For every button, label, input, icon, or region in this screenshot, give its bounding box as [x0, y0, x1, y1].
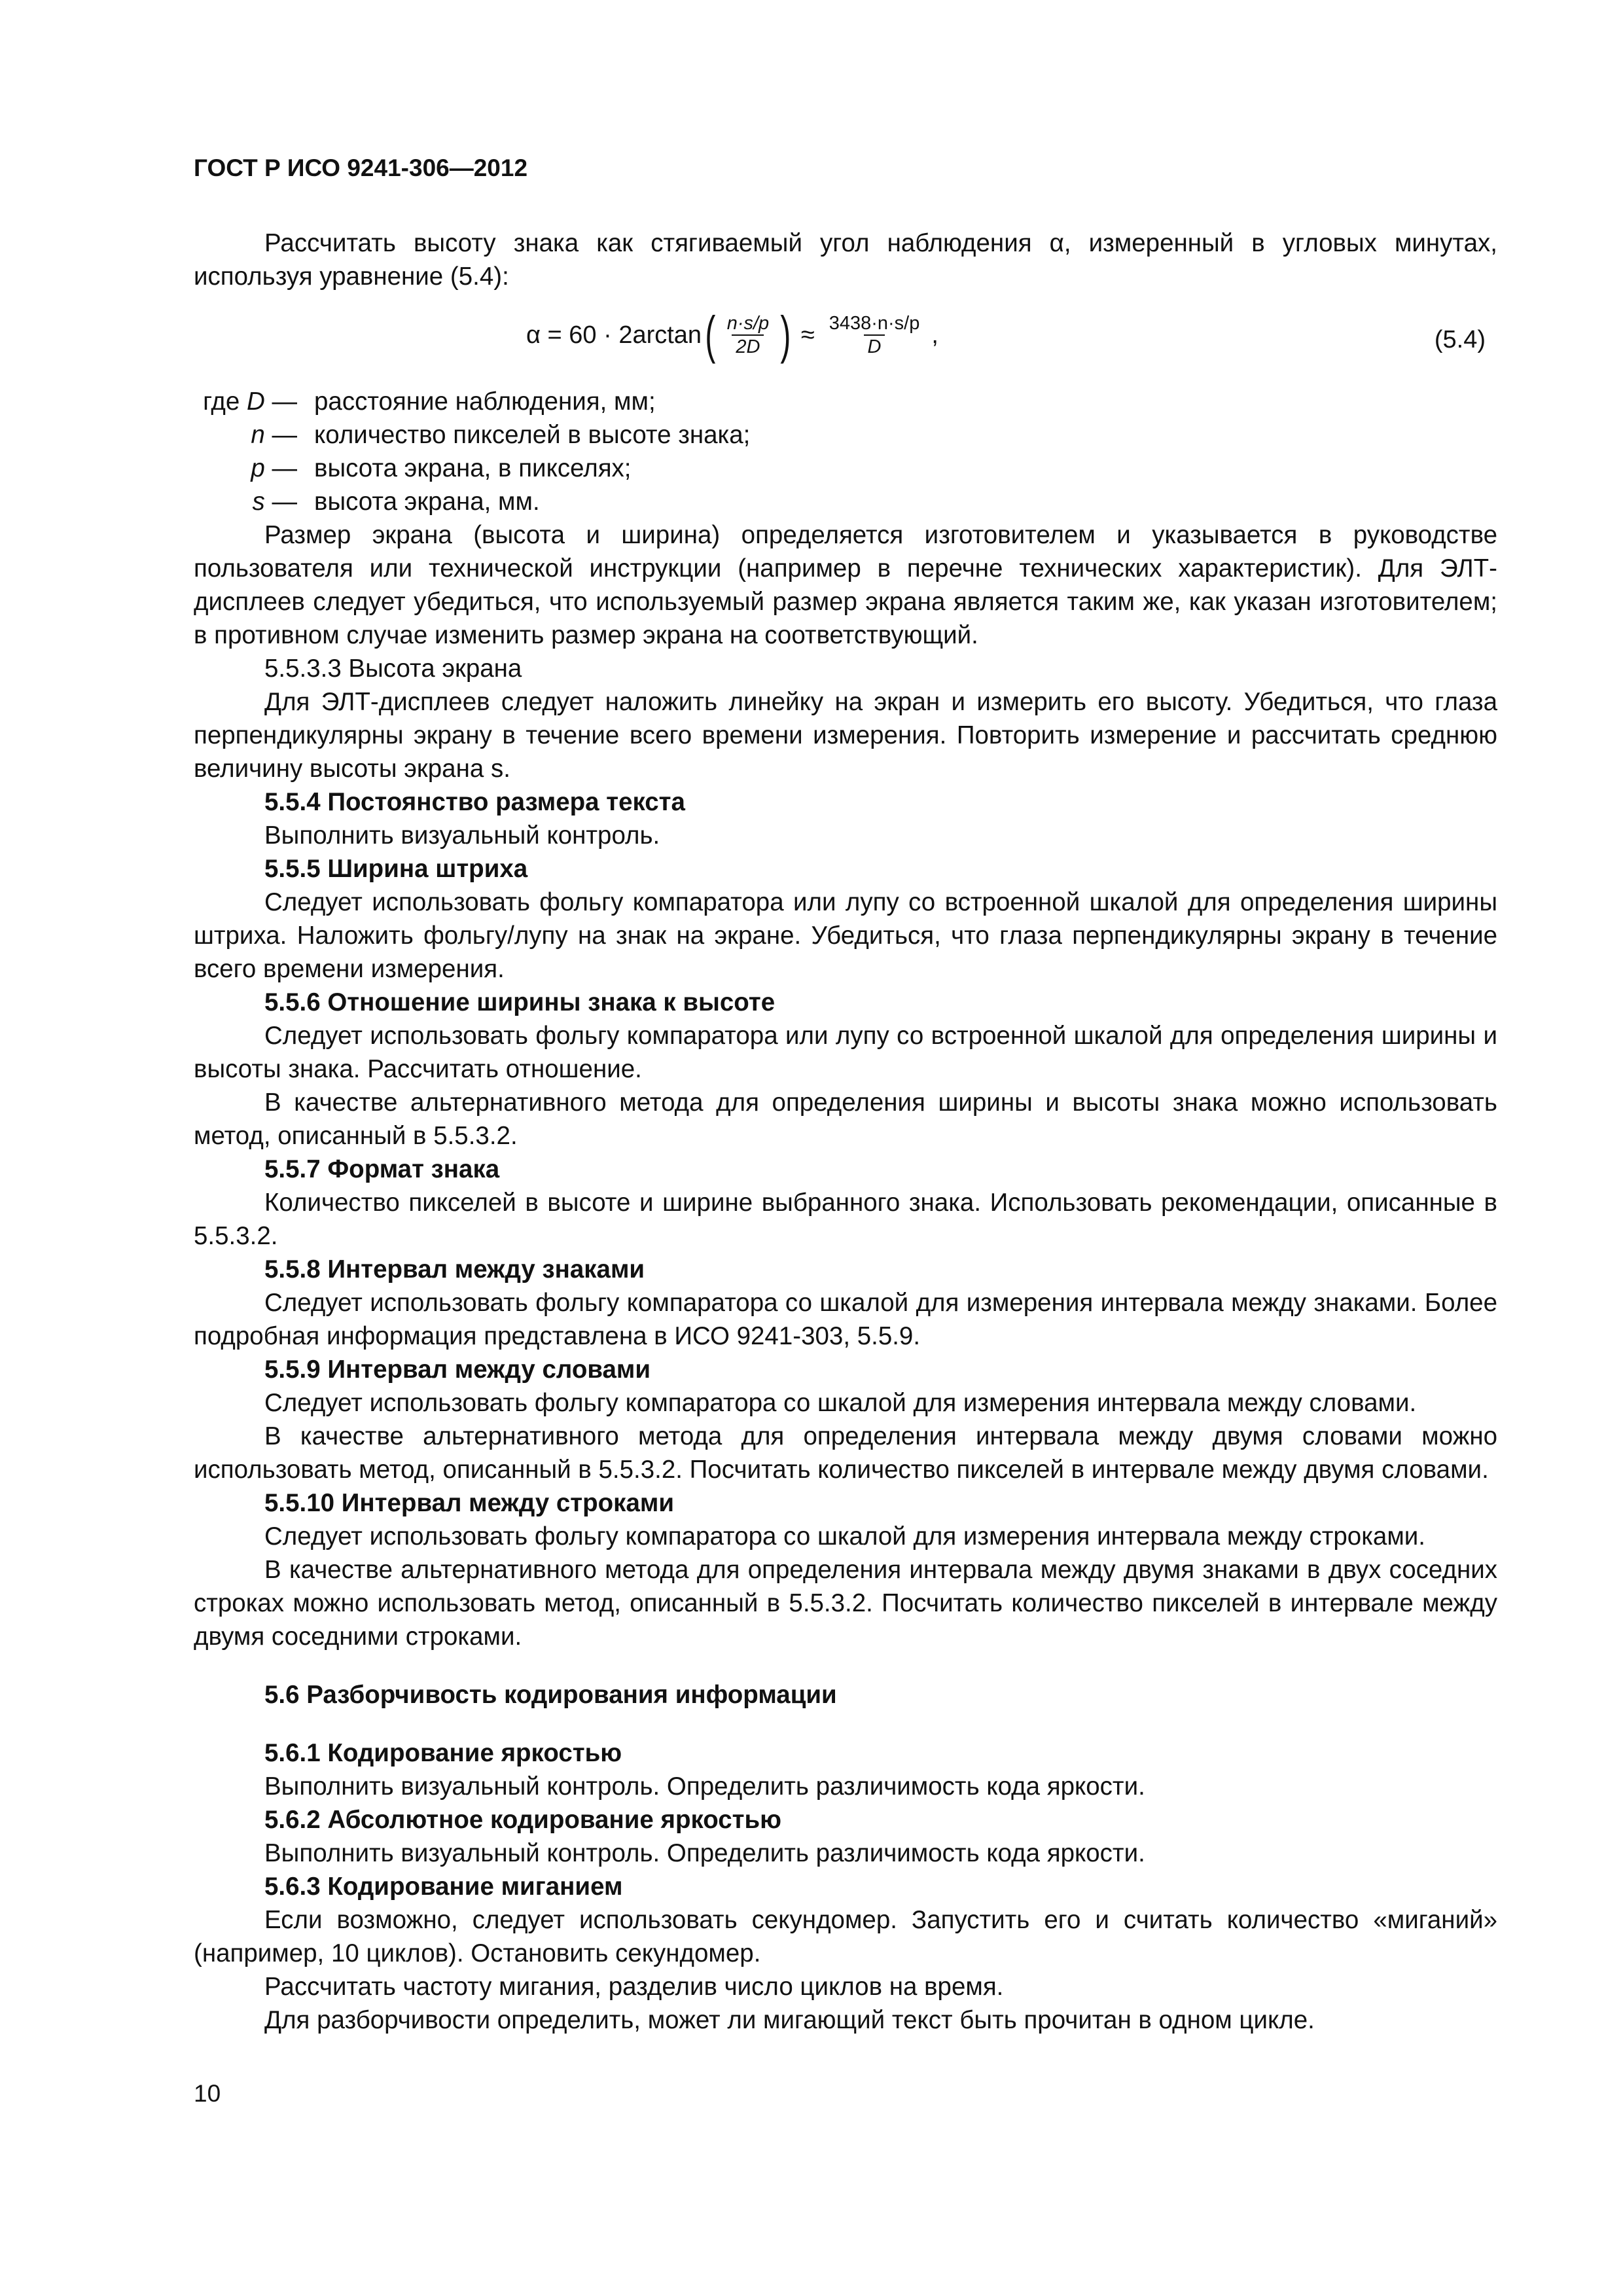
where-description: расстояние наблюдения, мм; [314, 387, 656, 416]
paragraph-5-5-6b: В качестве альтернативного метода для определения ширины и высоты знака можно использовать метод, описанный в 5.5.3.2. [194, 1088, 1497, 1150]
heading-5-5-6: 5.5.6 Отношение ширины знака к высоте [264, 988, 776, 1016]
fraction-1-denominator: 2D [732, 334, 764, 358]
paragraph-5-6-3b: Рассчитать частоту мигания, разделив число циклов на время. [264, 1973, 1004, 2001]
paragraph-5-5-10a: Следует использовать фольгу компаратора со шкалой для измерения интервала между строками. [264, 1522, 1425, 1551]
where-description: количество пикселей в высоте знака; [314, 421, 751, 449]
where-description: высота экрана, в пикселях; [314, 454, 632, 482]
formula-lhs: α = 60 · 2arctan [526, 321, 702, 349]
where-symbol: n — [251, 421, 297, 449]
fraction-1 [723, 312, 773, 358]
heading-5-6: 5.6 Разборчивость кодирования информации [264, 1681, 837, 1709]
symbol-p: p [251, 454, 265, 482]
paragraph-5-5-6a: Следует использовать фольгу компаратора или лупу со встроенной шкалой для определения ширины и высоты знака. Рассчитать отношение. [194, 1022, 1497, 1083]
approx-sign: ≈ [800, 321, 815, 349]
where-description: высота экрана, мм. [314, 488, 540, 516]
where-prefix: где [203, 387, 240, 416]
left-paren: ( [705, 306, 716, 364]
formula-trailing-comma: , [931, 321, 938, 349]
where-symbol: где D — [203, 387, 297, 416]
page-header: ГОСТ Р ИСО 9241-306—2012 [194, 154, 528, 181]
formula [526, 306, 938, 364]
heading-5-5-3-3: 5.5.3.3 Высота экрана [264, 655, 522, 683]
where-symbol: s — [252, 488, 297, 516]
paragraph-5-5-5: Следует использовать фольгу компаратора или лупу со встроенной шкалой для определения ширины штриха. Наложить фольгу/лупу на знак на экране. Убедиться, что глаза перпендикулярны экрану в течение всего времени измерения. [194, 888, 1497, 983]
heading-5-5-5: 5.5.5 Ширина штриха [264, 855, 528, 883]
page-number: 10 [194, 2080, 221, 2107]
page-body [194, 226, 1497, 2037]
heading-5-5-10: 5.5.10 Интервал между строками [264, 1489, 675, 1517]
section-spacer [194, 1653, 1497, 1678]
heading-5-5-9: 5.5.9 Интервал между словами [264, 1355, 651, 1384]
paragraph-screen-size: Размер экрана (высота и ширина) определяется изготовителем и указывается в руководстве пользователя или технической инструкции (например в перечне технических характеристик). Для ЭЛТ-дисплеев следует убедиться, что используемый размер экрана является таким же, как указан изготовителем; в противном случае изменить размер экрана на соответствующий. [194, 521, 1497, 649]
heading-5-5-7: 5.5.7 Формат знака [264, 1155, 500, 1183]
section-spacer [194, 1712, 1497, 1736]
equation-5-4 [194, 293, 1497, 385]
symbol-d: D [246, 387, 265, 416]
heading-5-6-3: 5.6.3 Кодирование миганием [264, 1873, 623, 1901]
right-paren: ) [780, 306, 791, 364]
where-symbol: p — [251, 454, 297, 482]
symbol-n: n [251, 421, 265, 449]
heading-5-5-8: 5.5.8 Интервал между знаками [264, 1255, 645, 1283]
heading-5-6-1: 5.6.1 Кодирование яркостью [264, 1739, 622, 1767]
paragraph-5-5-8: Следует использовать фольгу компаратора со шкалой для измерения интервала между знаками. Более подробная информация представлена в ИСО 9241-303, 5.5.9. [194, 1289, 1497, 1350]
fraction-2 [825, 312, 924, 358]
where-list [194, 385, 1497, 518]
paragraph-5-6-1: Выполнить визуальный контроль. Определить различимость кода яркости. [264, 1772, 1145, 1801]
paragraph-5-6-2: Выполнить визуальный контроль. Определить различимость кода яркости. [264, 1839, 1145, 1867]
paragraph-5-6-3c: Для разборчивости определить, может ли мигающий текст быть прочитан в одном цикле. [264, 2006, 1315, 2034]
heading-5-6-2: 5.6.2 Абсолютное кодирование яркостью [264, 1806, 782, 1834]
intro-paragraph: Рассчитать высоту знака как стягиваемый угол наблюдения α, измеренный в угловых минутах, используя уравнение (5.4): [194, 229, 1497, 291]
fraction-2-denominator: D [864, 334, 885, 358]
heading-5-5-4: 5.5.4 Постоянство размера текста [264, 788, 685, 816]
paragraph-5-5-9b: В качестве альтернативного метода для определения интервала между двумя словами можно использовать метод, описанный в 5.5.3.2. Посчитать количество пикселей в интервале между двумя словами. [194, 1422, 1497, 1484]
fraction-1-numerator: n·s/p [726, 313, 770, 334]
paragraph-5-5-4: Выполнить визуальный контроль. [264, 821, 660, 850]
paragraph-5-6-3a: Если возможно, следует использовать секундомер. Запустить его и считать количество «миганий» (например, 10 циклов). Остановить секундомер. [194, 1906, 1497, 1967]
paragraph-5-5-9a: Следует использовать фольгу компаратора со шкалой для измерения интервала между словами. [264, 1389, 1417, 1417]
paragraph-5-5-10b: В качестве альтернативного метода для определения интервала между двумя знаками в двух соседних строках можно использовать метод, описанный в 5.5.3.2. Посчитать количество пикселей в интервале между двумя соседними строками. [194, 1556, 1497, 1651]
paragraph-5-5-7: Количество пикселей в высоте и ширине выбранного знака. Использовать рекомендации, описанные в 5.5.3.2. [194, 1189, 1497, 1250]
fraction-2-numerator: 3438·n·s/p [829, 313, 920, 334]
paragraph-5-5-3-3: Для ЭЛТ-дисплеев следует наложить линейку на экран и измерить его высоту. Убедиться, что глаза перпендикулярны экрану в течение всего времени измерения. Повторить измерение и рассчитать среднюю величину высоты экрана s. [194, 688, 1497, 783]
symbol-s: s [252, 488, 265, 516]
equation-number: (5.4) [1434, 326, 1486, 353]
